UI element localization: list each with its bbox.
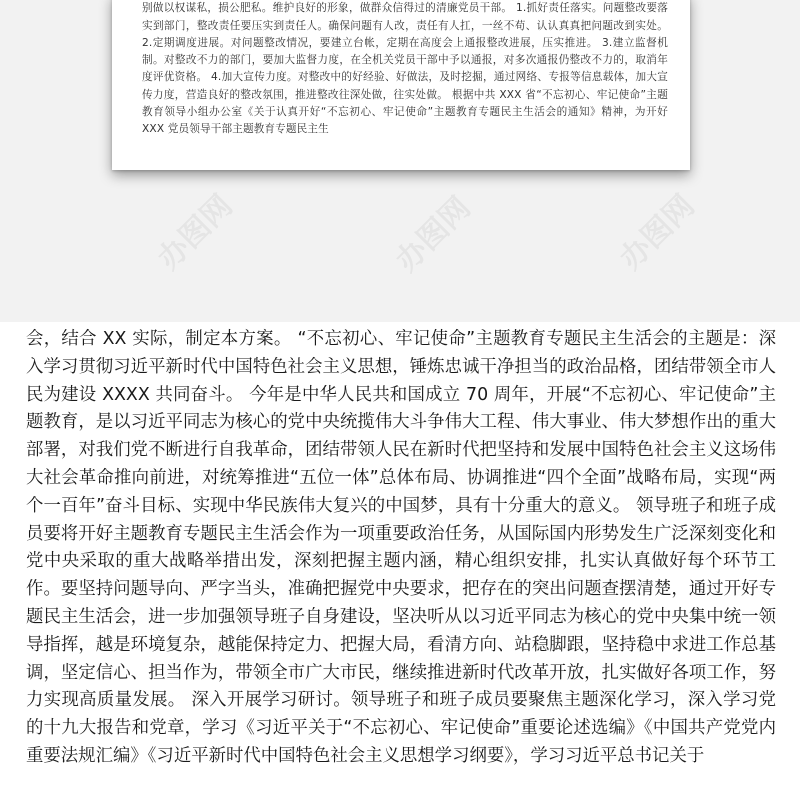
watermark-text: 办图网 [613, 188, 702, 277]
preview-background [0, 0, 800, 322]
watermark-text: 办图网 [389, 190, 478, 279]
document-page-preview [112, 0, 690, 170]
document-body-text: 会，结合 XX 实际，制定本方案。 “不忘初心、牢记使命”主题教育专题民主生活会的主题是：深入学习贯彻习近平新时代中国特色社会主义思想，锤炼忠诚干净担当的政治品格，团结带领全市人民为建设 XXXX 共同奋斗。 今年是中华人民共和国成立 70 周年，开展“不忘初心、牢记使命”主题教育，是以习近平同志为核心的党中央统揽伟大斗争伟大工程、伟大事业、伟大梦想作出的重大部署，对我们党不断进行自我革命，团结带领人民在新时代把坚持和发展中国特色社会主义这场伟大社会革命推向前进，对统筹推进“五位一体”总体布局、协调推进“四个全面”战略布局，实现“两个一百年”奋斗目标、实现中华民族伟大复兴的中国梦，具有十分重大的意义。 领导班子和班子成员要将开好主题教育专题民主生活会作为一项重要政治任务，从国际国内形势发生广泛深刻变化和党中央采取的重大战略举措出发，深刻把握主题内涵，精心组织安排，扎实认真做好每个环节工作。要坚持问题导向、严字当头，准确把握党中央要求，把存在的突出问题查摆清楚，通过开好专题民主生活会，进一步加强领导班子自身建设，坚决听从以习近平同志为核心的党中央集中统一领导指挥，越是环境复杂，越能保持定力、把握大局，看清方向、站稳脚跟，坚持稳中求进工作总基调，坚定信心、担当作为，带领全市广大市民，继续推进新时代改革开放，扎实做好各项工作，努力实现高质量发展。 深入开展学习研讨。领导班子和班子成员要聚焦主题深化学习，深入学习党的十九大报告和党章，学习《习近平关于“不忘初心、牢记使命”重要论述选编》《中国共产党党内重要法规汇编》《习近平新时代中国特色社会主义思想学习纲要》，学习习近平总书记关于 [26, 329, 776, 766]
preview-text: 别做以权谋私，损公肥私。维护良好的形象，做群众信得过的清廉党员干部。 1.抓好责任落实。问题整改要落实到部门，整改责任要压实到责任人。确保问题有人改，责任有人扛，一丝不苟、认认真真把问题改到实处。 2.定期调度进展。对问题整改情况，要建立台帐，定期在高度会上通报整改进展，压实推进。 3.建立监督机制。对整改不力的部门，要加大监督力度，在全机关党员干部中予以通报，对多次通报仍整改不力的，取消年度评优资格。 4.加大宣传力度。对整改中的好经验、好做法，及时挖掘，通过网络、专报等信息载体，加大宣传力度，营造良好的整改氛围，推进整改往深处做，往实处做。 根据中共 XXX 省“不忘初心、牢记使命”主题教育领导小组办公室《关于认真开好“不忘初心、牢记使命”主题教育专题民主生活会的通知》精神，为开好 XXX 党员领导干部主题教育专题民主生 [142, 2, 668, 136]
watermark-text: 办图网 [151, 188, 240, 277]
